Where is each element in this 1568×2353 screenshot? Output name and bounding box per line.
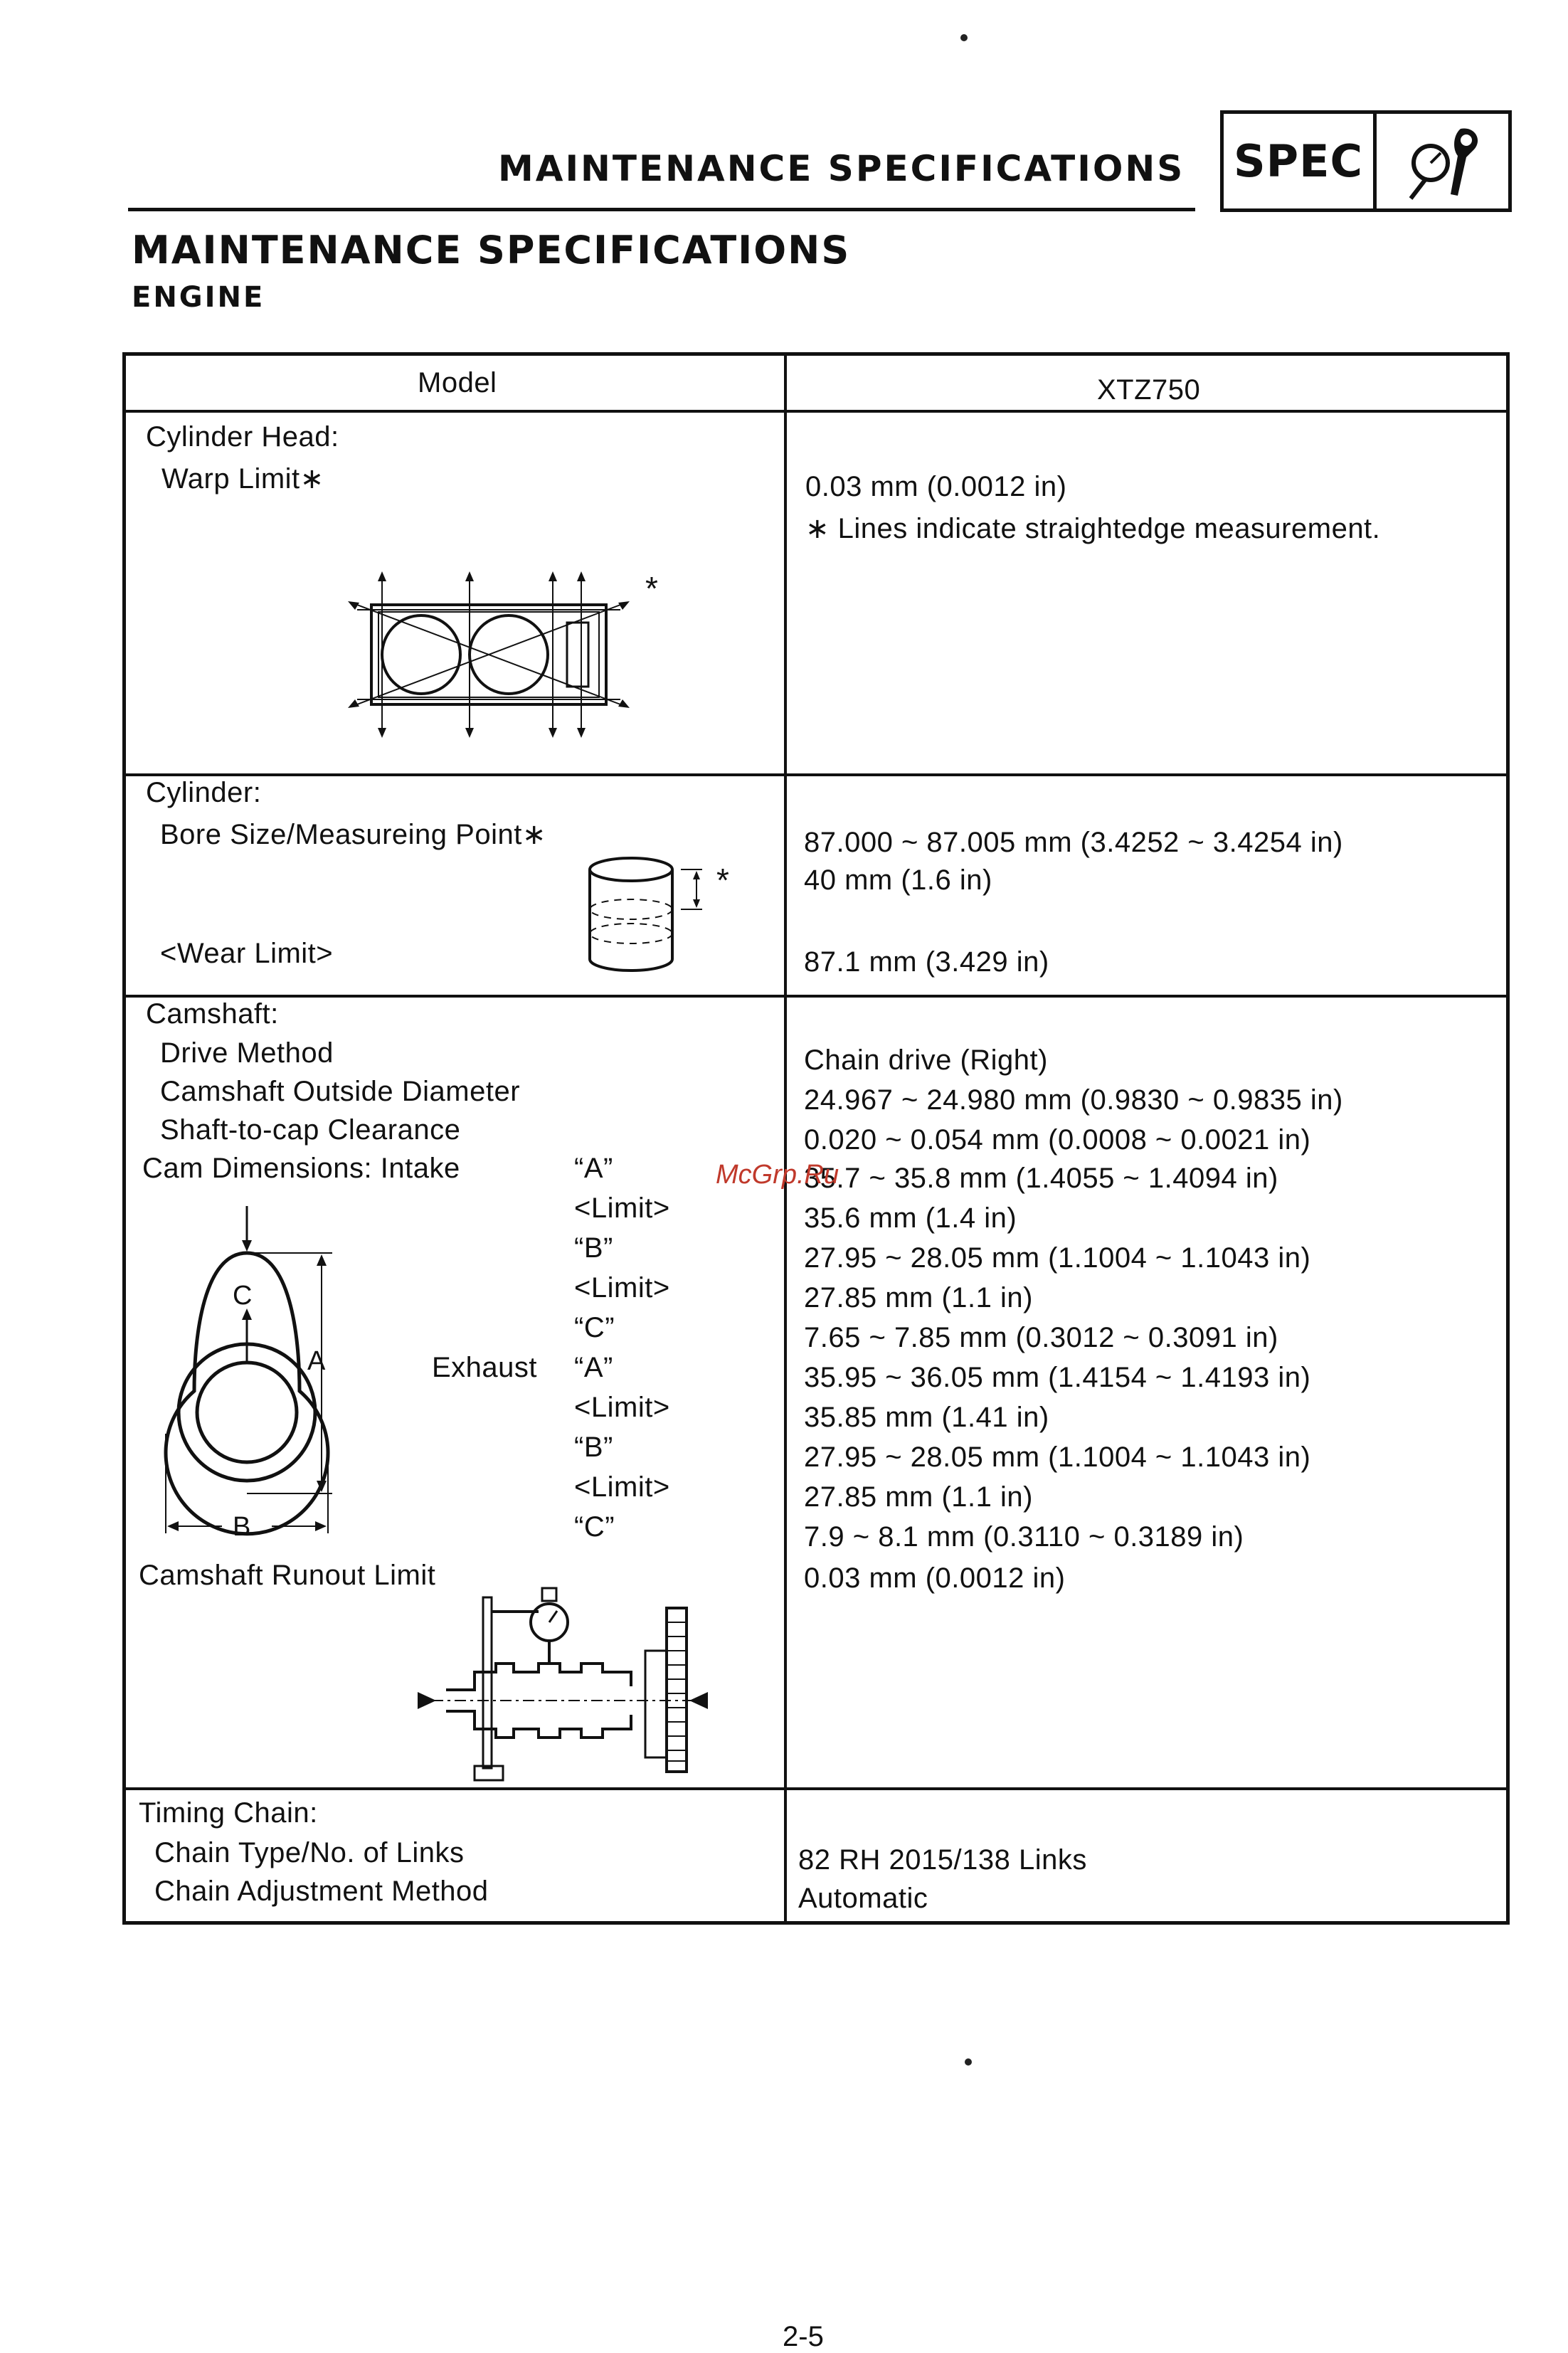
camshaft-label: Camshaft: (146, 998, 279, 1030)
warp-limit-label: Warp Limit∗ (161, 463, 324, 495)
drive-method-value: Chain drive (Right) (804, 1045, 1048, 1076)
outside-diameter-label: Camshaft Outside Diameter (160, 1076, 521, 1107)
shaft-cap-clearance-value: 0.020 ~ 0.054 mm (0.0008 ~ 0.0021 in) (804, 1124, 1311, 1156)
outside-diameter-value: 24.967 ~ 24.980 mm (0.9830 ~ 0.9835 in) (804, 1084, 1343, 1116)
cam-label-b: B (233, 1512, 251, 1542)
cam-row-value: 27.95 ~ 28.05 mm (1.1004 ~ 1.1043 in) (804, 1442, 1311, 1473)
cam-label-a: A (307, 1346, 326, 1376)
straightedge-note: ∗ Lines indicate straightedge measurement. (805, 513, 1381, 544)
spec-label: SPEC (1224, 114, 1377, 208)
cam-row-value: 35.85 mm (1.41 in) (804, 1402, 1049, 1433)
cam-row-value: 35.6 mm (1.4 in) (804, 1202, 1017, 1234)
cam-lobe-diagram (147, 1206, 432, 1540)
cam-row-value: 7.9 ~ 8.1 mm (0.3110 ~ 0.3189 in) (804, 1521, 1244, 1553)
runout-limit-label: Camshaft Runout Limit (139, 1560, 436, 1591)
bore-diagram-asterisk: * (716, 862, 730, 899)
watermark: McGrp.Ru (716, 1160, 839, 1190)
timing-chain-label: Timing Chain: (139, 1797, 318, 1829)
drive-method-label: Drive Method (160, 1037, 334, 1069)
measuring-point-value: 40 mm (1.6 in) (804, 864, 992, 896)
chain-type-value: 82 RH 2015/138 Links (798, 1844, 1087, 1876)
section-subtitle: ENGINE (132, 281, 265, 314)
row-divider (126, 995, 1506, 998)
cam-label-c: C (233, 1281, 253, 1311)
section-title: MAINTENANCE SPECIFICATIONS (132, 228, 851, 273)
camshaft-runout-diagram (418, 1580, 716, 1786)
chain-adjustment-label: Chain Adjustment Method (154, 1876, 489, 1907)
cam-row-key: “A” (574, 1352, 613, 1383)
wear-limit-value: 87.1 mm (3.429 in) (804, 946, 1049, 978)
row-divider (126, 410, 1506, 413)
wear-limit-label: <Wear Limit> (160, 938, 334, 969)
diagram-asterisk: * (645, 570, 659, 607)
cam-row-key: <Limit> (574, 1272, 670, 1304)
cam-row-value: 27.95 ~ 28.05 mm (1.1004 ~ 1.1043 in) (804, 1242, 1311, 1274)
scan-speck (965, 2058, 972, 2066)
cam-row-value: 27.85 mm (1.1 in) (804, 1481, 1033, 1513)
cylinder-head-warp-diagram (339, 566, 638, 744)
row-divider (126, 773, 1506, 776)
chain-adjustment-value: Automatic (798, 1883, 928, 1914)
cam-row-key: “B” (574, 1232, 613, 1264)
cam-row-key: “C” (574, 1511, 615, 1543)
cylinder-head-label: Cylinder Head: (146, 421, 339, 453)
spec-badge (1220, 110, 1512, 212)
page-header-title: MAINTENANCE SPECIFICATIONS (498, 148, 1185, 189)
runout-limit-value: 0.03 mm (0.0012 in) (804, 1563, 1066, 1594)
dial-gauge-wrench-icon (1377, 114, 1508, 208)
model-column-header: Model (418, 367, 497, 398)
bore-size-value: 87.000 ~ 87.005 mm (3.4252 ~ 3.4254 in) (804, 827, 1343, 858)
scan-speck (960, 34, 968, 41)
cam-dimensions-exhaust-label: Exhaust (432, 1352, 538, 1383)
bore-size-label: Bore Size/Measureing Point∗ (160, 819, 546, 850)
cylinder-bore-diagram (581, 854, 738, 978)
model-value-header: XTZ750 (1097, 374, 1201, 406)
cam-row-key: <Limit> (574, 1392, 670, 1423)
spec-table (122, 352, 1510, 1925)
cam-row-value: 7.65 ~ 7.85 mm (0.3012 ~ 0.3091 in) (804, 1322, 1278, 1353)
column-divider (784, 356, 787, 1921)
cam-row-value: 27.85 mm (1.1 in) (804, 1282, 1033, 1313)
cam-row-key: “B” (574, 1432, 613, 1463)
warp-limit-value: 0.03 mm (0.0012 in) (805, 471, 1067, 502)
cam-row-key: “C” (574, 1312, 615, 1343)
cam-row-key: “A” (574, 1153, 613, 1184)
page-number: 2-5 (783, 2321, 824, 2352)
cam-row-key: <Limit> (574, 1193, 670, 1224)
cam-row-value: 35.95 ~ 36.05 mm (1.4154 ~ 1.4193 in) (804, 1362, 1311, 1393)
shaft-cap-clearance-label: Shaft-to-cap Clearance (160, 1114, 461, 1146)
chain-type-label: Chain Type/No. of Links (154, 1837, 465, 1868)
cam-row-key: <Limit> (574, 1471, 670, 1503)
cylinder-label: Cylinder: (146, 777, 262, 808)
cam-dimensions-intake-label: Cam Dimensions: Intake (142, 1153, 460, 1184)
row-divider (126, 1787, 1506, 1790)
header-rule (128, 208, 1195, 211)
cam-row-value: 35.7 ~ 35.8 mm (1.4055 ~ 1.4094 in) (804, 1163, 1278, 1194)
